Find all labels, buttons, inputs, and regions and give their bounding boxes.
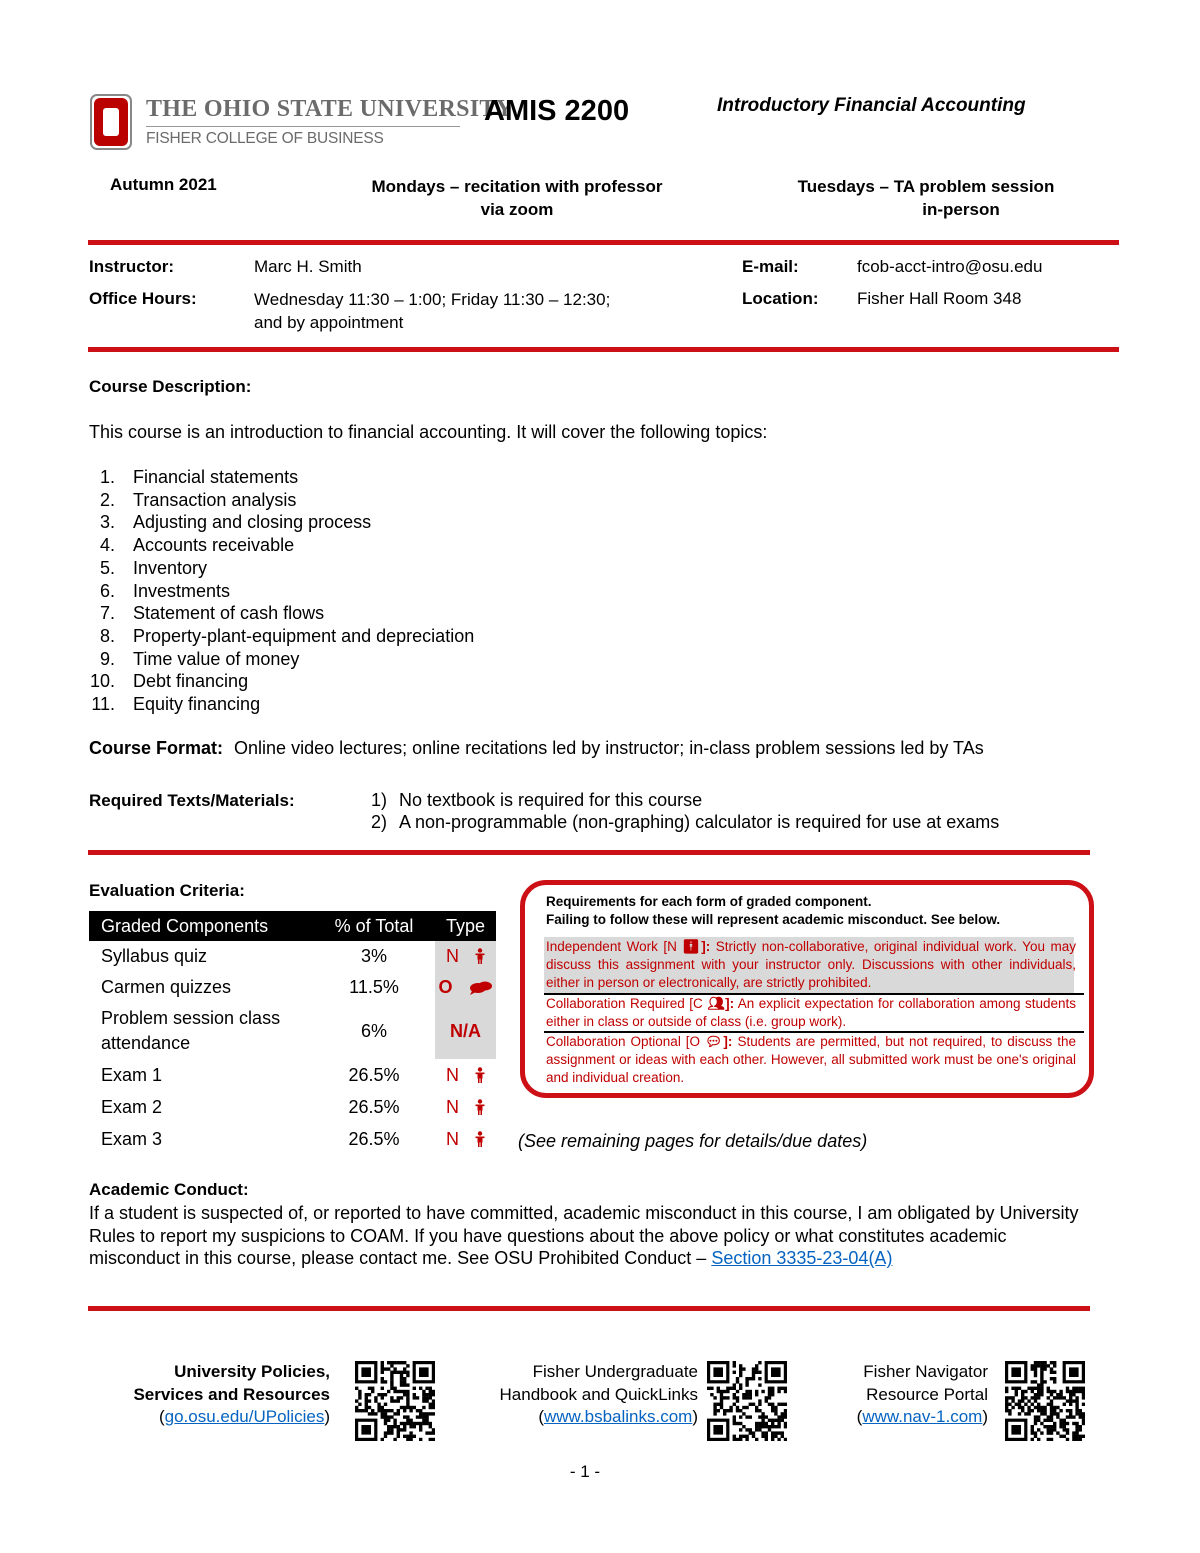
group-icon: 👥︎]:	[707, 996, 735, 1011]
col-type: Type	[435, 911, 496, 941]
percent-cell: 26.5%	[348, 1064, 400, 1085]
divider-red	[88, 1306, 1090, 1311]
component-cell: Exam 2	[101, 1096, 163, 1117]
divider-red	[88, 240, 1119, 245]
list-item	[89, 648, 300, 670]
table-row	[89, 1059, 496, 1091]
list-item	[89, 580, 231, 602]
person-icon	[475, 1129, 485, 1149]
term: Autumn 2021	[110, 175, 217, 194]
list-item	[89, 467, 299, 488]
table-row	[89, 1123, 496, 1155]
conduct-link[interactable]: Section 3335-23-04(A)	[711, 1248, 893, 1269]
table-row	[89, 1003, 496, 1059]
topic-text: Equity financing	[133, 694, 261, 714]
location-value: Fisher Hall Room 348	[857, 289, 1022, 308]
topic-text: Property-plant-equipment and depreciation	[133, 625, 475, 646]
component-cell: Exam 3	[101, 1128, 163, 1149]
office-hours-line2: and by appointment	[254, 312, 404, 332]
footer-block2-link-wrap: (www.bsbalinks.com)	[538, 1407, 698, 1426]
type-code: N	[446, 1064, 459, 1085]
topic-text: Investments	[133, 580, 231, 601]
collaboration-optional	[546, 1033, 1076, 1087]
topic-text: Accounts receivable	[133, 535, 295, 556]
topic-text: Debt financing	[133, 671, 249, 692]
footer-block1-link-wrap: (go.osu.edu/UPolicies)	[158, 1407, 330, 1426]
monday-line2: via zoom	[480, 200, 554, 219]
logo-divider	[146, 126, 460, 127]
university-name: THE OHIO STATE UNIVERSITY	[146, 96, 514, 122]
divider-red	[88, 347, 1119, 352]
topic-number: 10.	[89, 671, 115, 692]
discussion-icon	[469, 977, 493, 997]
conduct-paragraph	[89, 1202, 1094, 1270]
course-format-text: Online video lectures; online recitations led by instructor; in-class problem sessions led by TAs	[234, 738, 984, 758]
conduct-heading: Academic Conduct:	[89, 1180, 249, 1199]
course-format	[89, 738, 984, 759]
conduct-text: If a student is suspected of, or reported to have committed, academic misconduct in this course, I am obligated by University Rules to report my suspicions to COAM. If you have questions about the above policy or what constitutes academic misconduct in this course, please contact me. See OSU Prohibited Conduct –	[89, 1203, 1079, 1269]
course-format-label: Course Format:	[89, 738, 224, 758]
footer-block3-line1: Fisher Navigator	[863, 1362, 988, 1381]
type-cell	[435, 1091, 496, 1123]
footer-block-handbook	[440, 1361, 698, 1429]
type-cell	[435, 1123, 496, 1155]
footer-block1-link[interactable]: go.osu.edu/UPolicies	[164, 1407, 325, 1426]
footer-block2-line2: Handbook and QuickLinks	[499, 1384, 698, 1404]
footer-block3-link-wrap: (www.nav-1.com)	[856, 1407, 988, 1426]
tuesday-line2: in-person	[922, 200, 1000, 219]
list-item	[89, 671, 249, 692]
email-label: E-mail:	[742, 257, 799, 276]
footer-block-university	[80, 1361, 330, 1429]
footer-block-navigator	[780, 1361, 988, 1429]
topic-number: 5.	[99, 557, 115, 578]
independent-work	[546, 938, 1076, 992]
topic-text: Inventory	[133, 557, 208, 578]
topic-text: Statement of cash flows	[133, 603, 325, 624]
monday-line1: Mondays – recitation with professor	[371, 177, 663, 196]
evaluation-table-header	[89, 911, 496, 941]
footer-block2-line1: Fisher Undergraduate	[532, 1362, 698, 1381]
tuesday-schedule	[742, 175, 1110, 221]
materials-item-2	[371, 812, 999, 833]
osu-block-o-logo	[90, 94, 132, 150]
materials-label: Required Texts/Materials:	[89, 791, 295, 810]
percent-cell: 6%	[360, 1020, 387, 1041]
percent-cell: 26.5%	[348, 1128, 400, 1149]
list-item	[89, 489, 297, 511]
topic-text: Financial statements	[133, 467, 299, 487]
person-icon	[475, 1097, 485, 1117]
materials-item-1-num: 1)	[371, 790, 388, 810]
type-code: O	[438, 977, 453, 997]
list-item	[89, 694, 261, 715]
required-text: An explicit expectation for collaboration among students either in class or outside of class (i.e. group work).	[546, 996, 1076, 1029]
component-cell: Carmen quizzes	[101, 977, 232, 997]
collaboration-required	[546, 995, 1076, 1031]
discussion-icon: 💬︎]:	[705, 1034, 733, 1049]
table-row	[89, 1091, 496, 1123]
topic-number: 6.	[99, 580, 115, 601]
topic-text: Adjusting and closing process	[133, 512, 372, 533]
percent-cell: 3%	[360, 946, 387, 966]
qr-code-icon	[355, 1361, 435, 1441]
office-hours	[254, 289, 610, 334]
materials-item-2-text: A non-programmable (non-graphing) calculator is required for use at exams	[399, 812, 1000, 832]
footer-block3-link[interactable]: www.nav-1.com	[862, 1407, 983, 1426]
topic-number: 11.	[91, 694, 115, 714]
description-heading: Course Description:	[89, 377, 252, 396]
footer-block2-link[interactable]: www.bsbalinks.com	[544, 1407, 693, 1426]
topic-number: 1.	[99, 467, 115, 487]
page-number: - 1 -	[569, 1462, 601, 1481]
course-title: Introductory Financial Accounting	[717, 95, 1026, 116]
type-code: N	[446, 1096, 459, 1117]
topic-text: Transaction analysis	[133, 489, 297, 510]
person-icon	[475, 1065, 485, 1085]
component-cell: Exam 1	[101, 1064, 163, 1085]
tuesday-line1: Tuesdays – TA problem session	[797, 177, 1055, 196]
type-cell	[435, 972, 496, 1003]
qr-code-icon	[1005, 1361, 1085, 1441]
topic-number: 4.	[99, 535, 115, 556]
course-code: AMIS 2200	[484, 95, 630, 127]
topic-number: 2.	[99, 489, 115, 510]
footer-block1-line2: Services and Resources	[133, 1384, 330, 1404]
divider-red	[88, 850, 1090, 855]
col-component: Graded Components	[89, 911, 313, 941]
independent-text: Strictly non-collaborative, original individual work. You may discuss this assignment with your instructor only. Discussions with other individuals, either in person or electronically, are strictly prohibited.	[546, 939, 1076, 990]
table-row	[89, 972, 496, 1003]
college-name: FISHER COLLEGE OF BUSINESS	[146, 130, 384, 147]
list-item	[89, 557, 208, 579]
instructor-label: Instructor:	[89, 257, 174, 276]
person-icon: 🚹︎]:	[682, 939, 711, 954]
independent-label: Independent Work [N	[546, 939, 677, 954]
type-cell	[435, 1003, 496, 1059]
requirements-title	[546, 893, 1000, 929]
topic-number: 7.	[99, 603, 115, 624]
topic-number: 9.	[99, 648, 115, 669]
email-value[interactable]: fcob-acct-intro@osu.edu	[857, 257, 1043, 276]
optional-label: Collaboration Optional [O	[546, 1034, 701, 1049]
footer-block1-line1: University Policies,	[174, 1362, 330, 1381]
topic-text: Time value of money	[133, 648, 300, 669]
requirements-title-line1: Requirements for each form of graded component.	[546, 894, 872, 909]
component-cell: Problem session class attendance	[101, 1008, 281, 1053]
topic-number: 8.	[99, 625, 115, 646]
component-cell: Syllabus quiz	[101, 946, 208, 966]
evaluation-heading: Evaluation Criteria:	[89, 881, 245, 900]
list-item	[89, 535, 295, 556]
location-label: Location:	[742, 289, 819, 308]
optional-text: Students are permitted, but not required, to discuss the assignment or ideas with each other. However, all submitted work must be one's original and individual creation.	[546, 1034, 1076, 1085]
footer-block3-line2: Resource Portal	[866, 1384, 988, 1404]
list-item	[89, 625, 475, 647]
col-percent: % of Total	[313, 911, 435, 941]
office-hours-label: Office Hours:	[89, 289, 197, 308]
type-code: N/A	[450, 1020, 481, 1041]
instructor-name: Marc H. Smith	[254, 257, 362, 276]
office-hours-line1: Wednesday 11:30 – 1:00; Friday 11:30 – 12:30;	[254, 290, 611, 309]
percent-cell: 26.5%	[348, 1096, 400, 1117]
required-label: Collaboration Required [C	[546, 996, 703, 1011]
percent-cell: 11.5%	[349, 977, 399, 997]
table-row	[89, 941, 496, 972]
type-code: N	[446, 1128, 459, 1149]
type-cell	[435, 941, 496, 972]
type-cell	[435, 1059, 496, 1091]
qr-code-icon	[707, 1361, 787, 1441]
list-item	[89, 512, 372, 533]
materials-item-1	[371, 790, 702, 811]
list-item	[89, 603, 325, 624]
materials-item-1-text: No textbook is required for this course	[399, 790, 703, 810]
monday-schedule	[310, 175, 724, 221]
type-code: N	[446, 946, 459, 966]
requirements-title-line2: Failing to follow these will represent academic misconduct. See below.	[546, 912, 1001, 927]
topic-number: 3.	[99, 512, 115, 533]
materials-item-2-num: 2)	[371, 812, 388, 832]
evaluation-table	[89, 911, 496, 1155]
description-intro: This course is an introduction to financial accounting. It will cover the following topics:	[89, 422, 768, 442]
evaluation-note: (See remaining pages for details/due dates)	[518, 1131, 868, 1151]
person-icon	[475, 946, 485, 966]
